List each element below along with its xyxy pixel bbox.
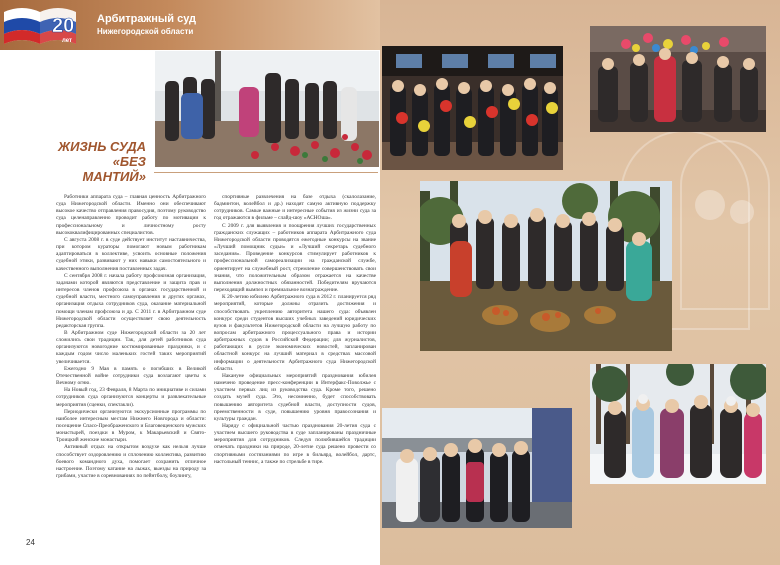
article-paragraph: На Новый год, 23 Февраля, 8 Марта по инициативе и силами сотрудников суда организуются концерты и развлекательные мероприятия (сценки, спектакли). (56, 387, 206, 408)
left-page (0, 0, 380, 565)
article-column-2 (214, 194, 376, 490)
article-paragraph: В Арбитражном суде Нижегородской области за 20 лет сложились свои традиции. Так, для детей работников суда организуются новогодние костюмированные праздники, и с каждым годом число маленьких гостей таких мероприятий увеличивается. (56, 329, 206, 365)
title-divider (154, 172, 378, 173)
photo-boat-trip (382, 408, 572, 528)
photo-mushroom-picking (420, 181, 672, 351)
article-paragraph: Накануне официальных мероприятий празднования юбилея намечено проведение пресс-конференции в Интерфакс-Поволжье с участием первых лиц из руководства суда. Кроме того, решено создать музей суда. Это, несомненно, будет способствовать повышению авторитета судебной власти, доступности судов, преемственности в суде, повышению уровня правосознания и культуры граждан. (214, 372, 376, 422)
background-lamp (695, 190, 725, 220)
article-paragraph: спортивные развлечения на базе отдыха (скалолазание, бадминтон, волейбол и др.) находят самую активную поддержку сотрудников. Самые важные и интересные события из жизни суда за год отражаются в фильме – слайд-шоу «АСНОша». (214, 194, 376, 222)
photo-bowling-group (382, 46, 563, 170)
section-title (56, 139, 146, 184)
article-paragraph: Наряду с официальной частью празднования 20-летия суда с участием высшего руководства в суде запланированы праздничные мероприятия для сотрудников. Следуя полюбившейся традиции отмечать праздники на природе, 20-летие суда решено провести со спортивными состязаниями по игре в бильярд, волейбол, дартс, настольный теннис, а также по стрельбе в тире. (214, 423, 376, 465)
court-name: Арбитражный суд (97, 13, 197, 25)
header-band (0, 0, 380, 50)
photo-winter-walk (590, 364, 766, 484)
article-paragraph: Работники аппарата суда – главная ценность Арбитражного суда Нижегородской области. Именно они обеспечивают высокое качество отправления правосудия, поэтому руководство суда целенаправленно проводит работу по мотивации к профессиональному и личностному росту высококвалифицированных специалистов. (56, 194, 206, 236)
section-title-line1: ЖИЗНЬ СУДА (58, 139, 146, 154)
background-lamp (730, 200, 754, 224)
article-paragraph: Активный отдых на открытом воздухе как нельзя лучше способствует оздоровлению и сплочению коллектива, развитию боевого командного духа, помогает сохранить отличное настроение. Поэтому катание на лыжах, выезды на природу за грибами, участие в соревнованиях по пейнтболу, боулингу, (56, 444, 206, 480)
article-paragraph: Ежегодно 9 Мая в память о погибших в Великой Отечественной войне сотрудники суда возлагают цветы к Вечному огню. (56, 365, 206, 387)
article-paragraph: С сентября 2008 г. начала работу профсоюзная организация, задачами которой являются представление и защита прав и интересов членов профсоюза в органах государственной и судебной власти, местного самоуправления и других органах, организация отдыха сотрудников суда, оказание материальной помощи членам профсоюза и др. С 2011 г. в Арбитражном суде Нижегородской области осуществляет свою деятельность редакторская группа. (56, 272, 206, 329)
logo-suffix: лет (62, 38, 72, 44)
anniversary-flag-logo (2, 4, 86, 48)
article-paragraph: К 20-летию юбилею Арбитражного суда в 2012 г. планируется ряд мероприятий, которые должны отразить достижения и способствовать укреплению авторитета нашего суда: объявлен конкурс среди студентов высших учебных заведений юридических вузов и факультетов Нижегородской области на лучшую работу по вопросам арбитражного процессуального права и истории арбитражных судов в Российской Федерации; для журналистов, работающих в русле экономических новостей, запланирован областной конкурс на лучший материал в средствах массовой информации о деятельности Арбитражного суда Нижегородской области. (214, 294, 376, 372)
article-paragraph: С августа 2008 г. в суде действует институт наставничества, при котором кураторы помогают новым работникам адаптироваться в коллективе, усвоить основные положения судебной этики, развивают у них навыки самостоятельного и качественного выполнения поставленных задач. (56, 236, 206, 272)
article-column-1 (56, 194, 206, 490)
article-paragraph: С 2009 г. для выявления и поощрения лучших государственных гражданских служащих – работников аппарата Арбитражного суда Нижегородской области проводятся ежегодные конкурсы на звание «Лучший помощник судьи» и «Лучший секретарь судебного заседания». Проведение конкурсов стимулирует работников к профессиональной самореализации на гражданской службе, ориентирует на служебный рост, стремление совершенствовать свои знания, что положительным образом отражается на качестве выполнения должностных обязанностей. Победителям вручаются переходящий вымпел и премиальное вознаграждение. (214, 222, 376, 294)
logo-number: 20 (52, 15, 75, 37)
photo-flowers-memorial (155, 51, 379, 167)
section-title-line2: «БЕЗ МАНТИЙ» (82, 154, 146, 184)
page-number: 24 (26, 538, 35, 547)
photo-party-balloons (590, 26, 766, 132)
court-region: Нижегородской области (97, 27, 194, 36)
article-paragraph: Периодически организуются экскурсионные программы по наиболее интересным местам Нижнего Новгорода и области: посещение Спасо-Преображенского и Благовещенского мужских монастырей, поездки в Муром, к Макарьевский и Свято-Троицкий женские монастыри. (56, 408, 206, 444)
background-arch (680, 140, 770, 310)
